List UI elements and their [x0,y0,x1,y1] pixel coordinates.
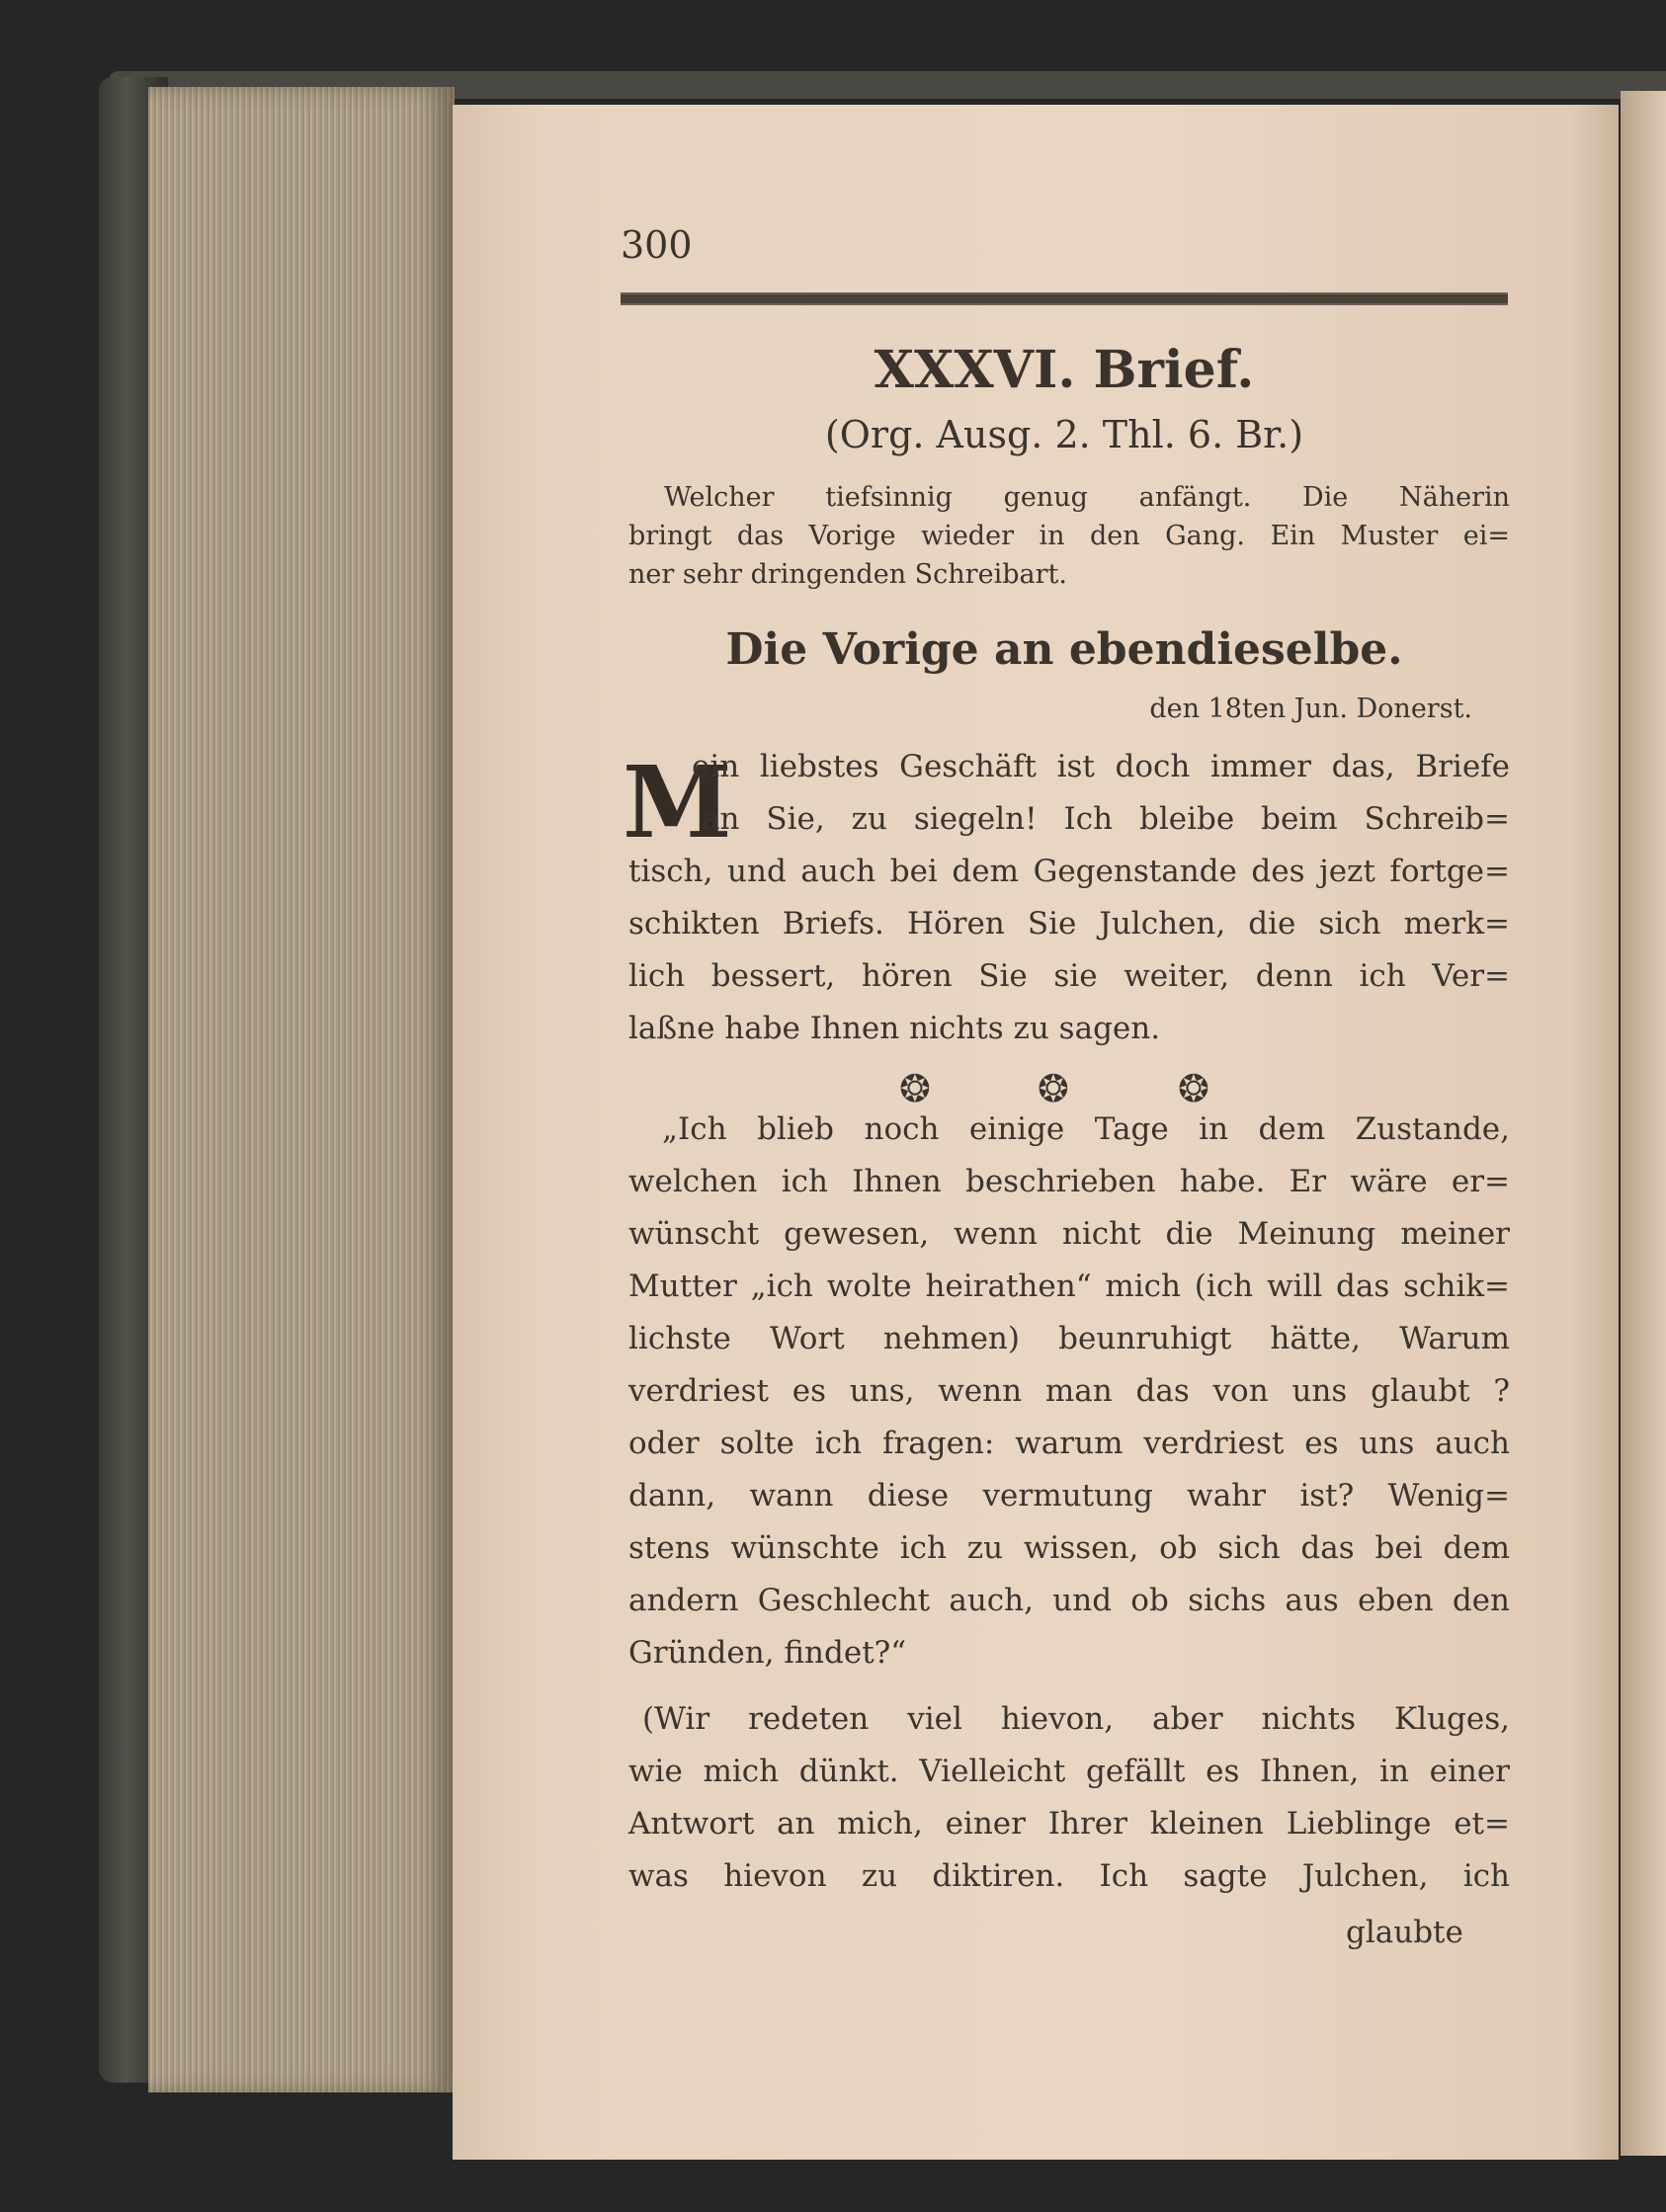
letter-subtitle: (Org. Ausg. 2. Thl. 6. Br.) [824,413,1304,456]
body-line: (Wir redeten viel hievon, aber nichts Kluges, [642,1701,1510,1737]
catchword: glaubte [1346,1915,1463,1950]
body-line: Mutter „ich wolte heirathen“ mich (ich will das schik= [628,1269,1510,1304]
body-line: laßne habe Ihnen nichts zu sagen. [628,1011,1161,1046]
ornament-icon: ❂ [899,1067,931,1110]
letter-heading: Die Vorige an ebendieselbe. [725,624,1403,675]
body-line: oder solte ich fragen: warum verdriest es uns auch [628,1426,1510,1461]
ornament-icon: ❂ [1178,1067,1209,1110]
drop-cap: M [623,744,732,860]
body-line: Antwort an mich, einer Ihrer kleinen Lieblinge et= [628,1806,1510,1842]
page-number: 300 [621,223,693,267]
header-rule [621,292,1508,305]
body-line: andern Geschlecht auch, und ob sichs aus eben den [628,1583,1510,1618]
body-line: lich bessert, hören Sie sie weiter, denn ich Ver= [628,958,1510,994]
ornament-icon: ❂ [1038,1067,1069,1110]
body-line: verdriest es uns, wenn man das von uns glaubt ? [628,1373,1510,1409]
body-line: tisch, und auch bei dem Gegenstande des jezt fortge= [628,854,1510,889]
body-line: „Ich blieb noch einige Tage in dem Zustande, [662,1111,1510,1147]
body-line: ein liebstes Geschäft ist doch immer das, Briefe [692,749,1510,784]
body-line: stens wünschte ich zu wissen, ob sich das bei dem [628,1530,1510,1566]
body-line: wünscht gewesen, wenn nicht die Meinung meiner [628,1216,1510,1252]
summary-line: bringt das Vorige wieder in den Gang. Ein Muster ei= [628,521,1510,551]
body-line: lichste Wort nehmen) beunruhigt hätte, Warum [628,1321,1510,1356]
facing-page-edge [1621,91,1666,2156]
body-line: welchen ich Ihnen beschrieben habe. Er wäre er= [628,1164,1510,1199]
summary-line: ner sehr dringenden Schreibart. [628,559,1067,590]
body-line: Gründen, findet?“ [628,1635,907,1671]
page-edges [148,87,455,2092]
body-line: wie mich dünkt. Vielleicht gefällt es Ihnen, in einer [628,1754,1510,1789]
letter-title: XXXVI. Brief. [874,340,1255,400]
body-line: schikten Briefs. Hören Sie Julchen, die sich merk= [628,906,1510,942]
letter-date: den 18ten Jun. Donerst. [1149,694,1472,724]
body-line: dann, wann diese vermutung wahr ist? Wenig= [628,1478,1510,1514]
body-line: was hievon zu diktiren. Ich sagte Julchen, ich [628,1858,1510,1894]
body-line: an Sie, zu siegeln! Ich bleibe beim Schreib= [702,801,1510,837]
summary-line: Welcher tiefsinnig genug anfängt. Die Näherin [664,482,1510,513]
